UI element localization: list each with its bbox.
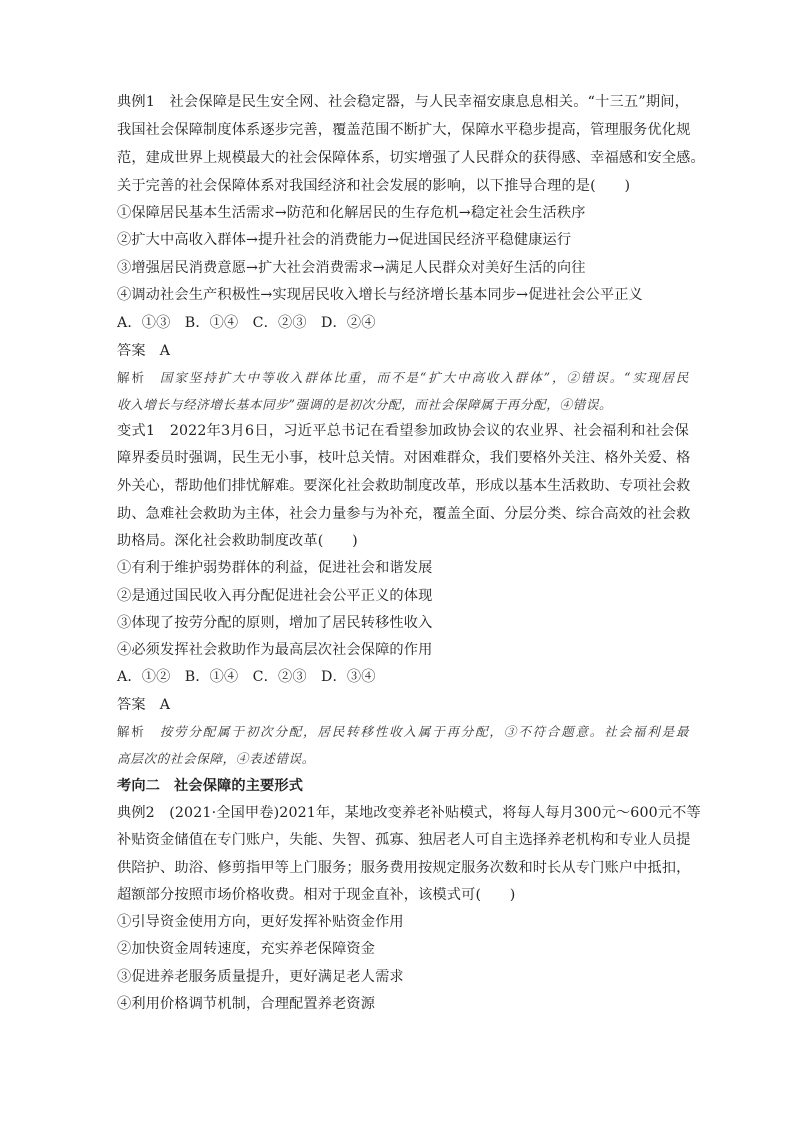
example1-stem-line: 我国社会保障制度体系逐步完善，覆盖范围不断扩大，保障水平稳步提高，管理服务优化规 — [117, 122, 691, 138]
example1-option: ④调动社会生产积极性→实现居民收入增长与经济增长基本同步→促进社会公平正义 — [117, 287, 643, 303]
example2-option: ②加快资金周转速度，充实养老保障资金 — [117, 941, 376, 957]
variant1-answer — [117, 695, 689, 715]
example2-stem-line: 补贴资金储值在专门账户，失能、失智、孤寡、独居老人可自主选择养老机构和专业人员提 — [117, 832, 691, 848]
example1-answer — [117, 341, 689, 361]
example2-stem-line: 供陪护、助浴、修剪指甲等上门服务；服务费用按规定服务次数和时长从专门账户中抵扣， — [117, 860, 691, 876]
variant1-stem-line: 变式1 2022年3月6日，习近平总书记在看望参加政协会议的农业界、社会福利和社会保 — [117, 423, 689, 439]
variant1-stem-line: 助、急难社会救助为主体，社会力量参与为补充，覆盖全面、分层分类、综合高效的社会救 — [117, 506, 691, 522]
answer-value: A — [159, 343, 171, 359]
variant1-analysis — [117, 722, 689, 742]
example2-option: ①引导资金使用方向，更好发挥补贴资金作用 — [117, 914, 404, 930]
example1-choices: A．①③ B．①④ C．②③ D．②④ — [117, 315, 376, 331]
analysis-text: 按劳分配属于初次分配，居民转移性收入属于再分配，③不符合题意。社会福利是最 — [159, 724, 690, 739]
variant1-option: ④必须发挥社会救助作为最高层次社会保障的作用 — [117, 642, 433, 658]
variant1-stem-line: 外关心，帮助他们排忧解难。要深化社会救助制度改革，形成以基本生活救助、专项社会救 — [117, 478, 691, 494]
section-title: 社会保障的主要形式 — [174, 778, 304, 794]
section-label: 考向二 — [117, 778, 161, 794]
analysis-text: 国家坚持扩大中等收入群体比重，而不是“扩大中高收入群体”，②错误。“实现居民 — [159, 370, 689, 385]
example1-analysis-line: 收入增长与经济增长基本同步”强调的是初次分配，而社会保障属于再分配，④错误。 — [117, 397, 613, 412]
example1-option: ②扩大中高收入群体→提升社会的消费能力→促进国民经济平稳健康运行 — [117, 232, 572, 248]
example1-analysis — [117, 368, 689, 388]
example1-option: ①保障居民基本生活需求→防范和化解居民的生存危机→稳定社会生活秩序 — [117, 205, 586, 221]
example1-stem-line: 关于完善的社会保障体系对我国经济和社会发展的影响，以下推导合理的是( ) — [117, 178, 631, 194]
variant1-choices: A．①② B．①④ C．②③ D．③④ — [117, 669, 376, 685]
example1-option: ③增强居民消费意愿→扩大社会消费需求→满足人民群众对美好生活的向往 — [117, 260, 586, 276]
example2-stem-line: 超额部分按照市场价格收费。相对于现金直补，该模式可( ) — [117, 887, 516, 903]
example1-stem-line: 典例1 社会保障是民生安全网、社会稳定器，与人民幸福安康息息相关。“十三五”期间， — [117, 94, 689, 110]
example2-option: ④利用价格调节机制，合理配置养老资源 — [117, 996, 376, 1012]
example2-option: ③促进养老服务质量提升，更好满足老人需求 — [117, 969, 404, 985]
answer-value: A — [159, 697, 171, 713]
variant1-stem-line: 障界委员时强调，民生无小事，枝叶总关情。对困难群众，我们要格外关注、格外关爱、格 — [117, 450, 691, 466]
variant1-analysis-line: 高层次的社会保障，④表述错误。 — [117, 751, 315, 766]
section-heading — [117, 776, 689, 796]
answer-label: 答案 — [117, 343, 146, 359]
example1-stem-line: 范，建成世界上规模最大的社会保障体系，切实增强了人民群众的获得感、幸福感和安全感。 — [117, 150, 705, 166]
analysis-label: 解析 — [117, 370, 146, 385]
answer-label: 答案 — [117, 697, 146, 713]
example2-stem-line: 典例2 (2021·全国甲卷)2021年，某地改变养老补贴模式，将每人每月300元～600元不等 — [117, 805, 701, 821]
variant1-option: ①有利于维护弱势群体的利益，促进社会和谐发展 — [117, 560, 433, 576]
variant1-option: ③体现了按劳分配的原则，增加了居民转移性收入 — [117, 615, 433, 631]
analysis-label: 解析 — [117, 724, 146, 739]
variant1-stem-line: 助格局。深化社会救助制度改革( ) — [117, 533, 358, 549]
variant1-option: ②是通过国民收入再分配促进社会公平正义的体现 — [117, 588, 433, 604]
